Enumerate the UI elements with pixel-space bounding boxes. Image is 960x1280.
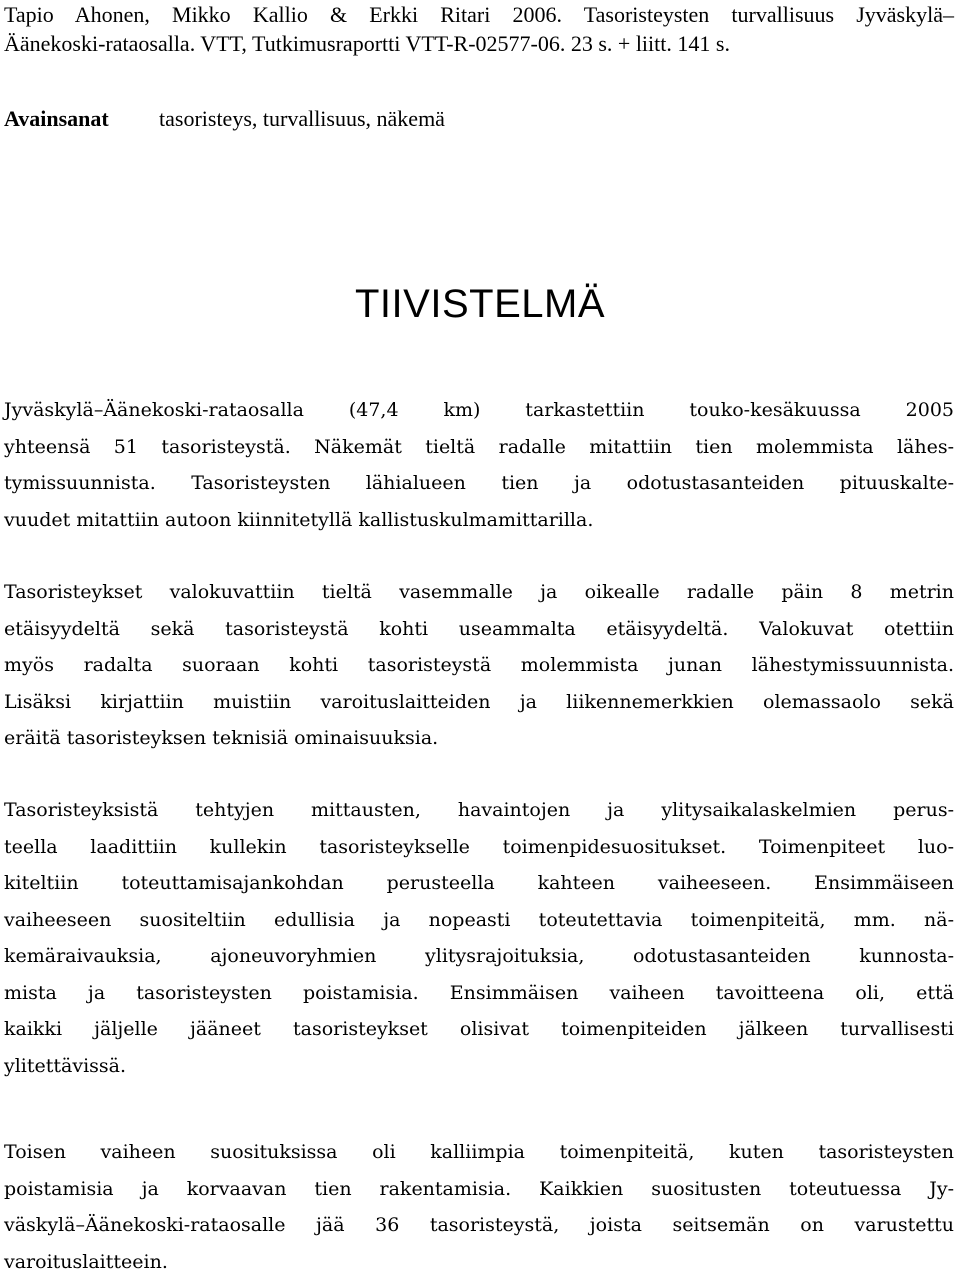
paragraph-line: poistamisia ja korvaavan tien rakentamisia. Kaikkien suositusten toteutuessa Jy- xyxy=(4,1171,954,1208)
abstract-paragraph-4 xyxy=(4,1134,954,1280)
paragraph-line: etäisyydeltä sekä tasoristeystä kohti useammalta etäisyydeltä. Valokuvat otettiin xyxy=(4,611,954,648)
paragraph-line: Tasoristeykset valokuvattiin tieltä vasemmalle ja oikealle radalle päin 8 metrin xyxy=(4,574,954,611)
paragraph-line: mista ja tasoristeysten poistamisia. Ensimmäisen vaiheen tavoitteena oli, että xyxy=(4,975,954,1012)
paragraph-line: Tasoristeyksistä tehtyjen mittausten, havaintojen ja ylitysaikalaskelmien perus- xyxy=(4,792,954,829)
keywords-label: Avainsanat xyxy=(4,104,159,133)
paragraph-line: teella laadittiin kullekin tasoristeykselle toimenpidesuositukset. Toimenpiteet luo- xyxy=(4,829,954,866)
paragraph-line: Lisäksi kirjattiin muistiin varoituslaitteiden ja liikennemerkkien olemassaolo sekä xyxy=(4,684,954,721)
paragraph-line: kiteltiin toteuttamisajankohdan perusteella kahteen vaiheeseen. Ensimmäiseen xyxy=(4,865,954,902)
abstract-paragraph-1 xyxy=(4,392,954,538)
paragraph-line: kaikki jäljelle jääneet tasoristeykset olisivat toimenpiteiden jälkeen turvallisesti xyxy=(4,1011,954,1048)
paragraph-line: vuudet mitattiin autoon kiinnitetyllä kallistuskulmamittarilla. xyxy=(4,502,954,539)
paragraph-line: väskylä–Äänekoski-rataosalle jää 36 tasoristeystä, joista seitsemän on varustettu xyxy=(4,1207,954,1244)
keywords-row xyxy=(4,104,954,133)
paragraph-line: Jyväskylä–Äänekoski-rataosalla (47,4 km) tarkastettiin touko-kesäkuussa 2005 xyxy=(4,392,954,429)
paragraph-line: vaiheeseen suositeltiin edullisia ja nopeasti toteutettavia toimenpiteitä, mm. nä- xyxy=(4,902,954,939)
abstract-paragraph-3 xyxy=(4,792,954,1084)
paragraph-line: Toisen vaiheen suosituksissa oli kalliimpia toimenpiteitä, kuten tasoristeysten xyxy=(4,1134,954,1171)
paragraph-line: varoituslaitteein. xyxy=(4,1244,954,1280)
paragraph-line: eräitä tasoristeyksen teknisiä ominaisuuksia. xyxy=(4,720,954,757)
abstract-paragraph-2 xyxy=(4,574,954,757)
citation-line: Tapio Ahonen, Mikko Kallio & Erkki Ritari 2006. Tasoristeysten turvallisuus Jyväskylä– xyxy=(4,0,954,29)
page-title: TIIVISTELMÄ xyxy=(0,280,960,328)
paragraph-line: myös radalta suoraan kohti tasoristeystä molemmista junan lähestymissuunnista. xyxy=(4,647,954,684)
paragraph-line: kemäraivauksia, ajoneuvoryhmien ylitysrajoituksia, odotustasanteiden kunnosta- xyxy=(4,938,954,975)
paragraph-line: tymissuunnista. Tasoristeysten lähialueen tien ja odotustasanteiden pituuskalte- xyxy=(4,465,954,502)
keywords-value: tasoristeys, turvallisuus, näkemä xyxy=(159,106,445,131)
citation xyxy=(4,0,954,58)
paragraph-line: yhteensä 51 tasoristeystä. Näkemät tieltä radalle mitattiin tien molemmista lähes- xyxy=(4,429,954,466)
paragraph-line: ylitettävissä. xyxy=(4,1048,954,1085)
citation-line: Äänekoski-rataosalla. VTT, Tutkimusraportti VTT-R-02577-06. 23 s. + liitt. 141 s. xyxy=(4,29,954,58)
